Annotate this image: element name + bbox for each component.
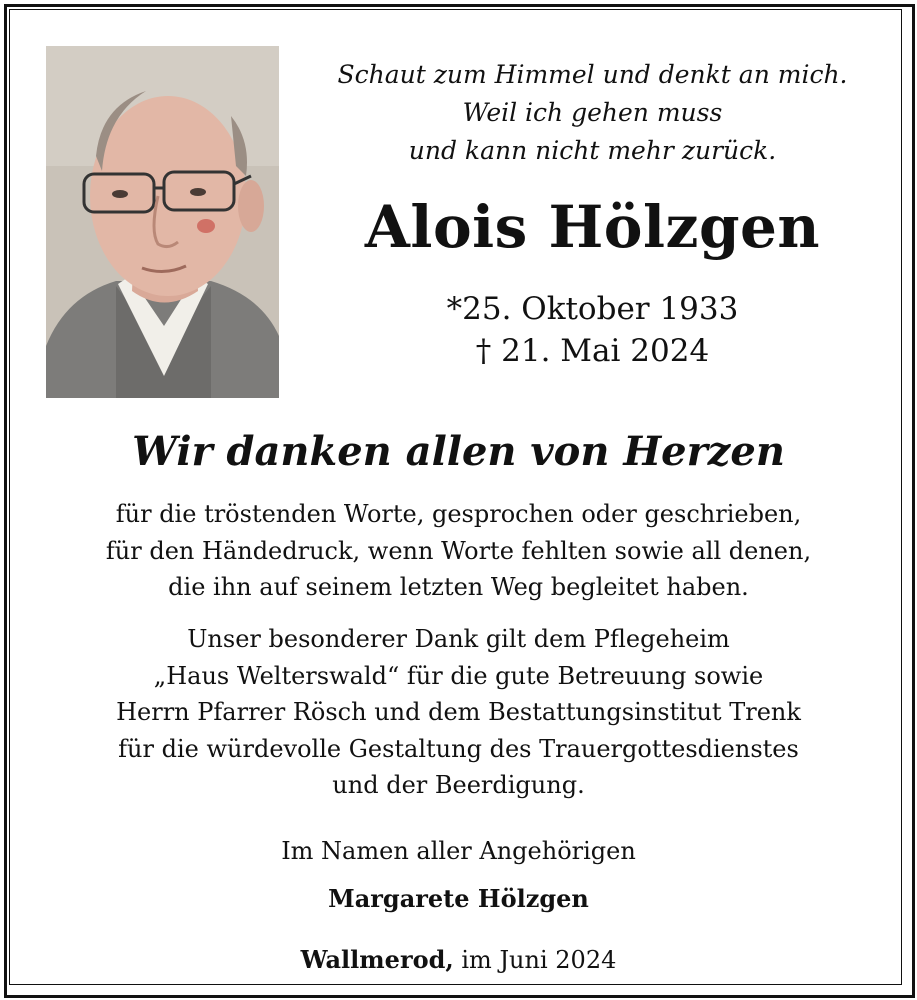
paragraph-line: die ihn auf seinem letzten Weg begleitet haben. xyxy=(168,573,749,601)
paragraph-line: „Haus Welterswald“ für die gute Betreuung sowie xyxy=(153,661,764,690)
place-name: Wallmerod, xyxy=(300,945,454,974)
place-and-date xyxy=(20,942,897,978)
poem-line: und kann nicht mehr zurück. xyxy=(408,136,777,165)
poem-verse xyxy=(300,56,885,170)
signoff-date: im Juni 2024 xyxy=(461,946,617,974)
paragraph-line: für den Händedruck, wenn Worte fehlten sowie all denen, xyxy=(105,536,812,565)
portrait-photo xyxy=(46,46,279,398)
paragraph-line: für die würdevolle Gestaltung des Trauergottesdienstes xyxy=(118,734,799,763)
death-date: † 21. Mai 2024 xyxy=(475,333,710,369)
thanks-paragraph-1 xyxy=(20,496,897,606)
paragraph-line: Herrn Pfarrer Rösch und dem Bestattungsinstitut Trenk xyxy=(116,698,801,726)
thanks-heading: Wir danken allen von Herzen xyxy=(132,428,785,475)
deceased-name: Alois Hölzgen xyxy=(364,193,821,261)
life-dates xyxy=(300,288,885,372)
signer-name: Margarete Hölzgen xyxy=(328,884,589,913)
thanks-paragraph-2 xyxy=(20,621,897,804)
poem-line: Weil ich gehen muss xyxy=(462,98,723,127)
birth-date: *25. Oktober 1933 xyxy=(446,291,739,327)
paragraph-line: Unser besonderer Dank gilt dem Pflegeheim xyxy=(187,625,730,653)
paragraph-line: und der Beerdigung. xyxy=(332,771,585,799)
poem-line: Schaut zum Himmel und denkt an mich. xyxy=(337,60,848,89)
signoff-text: Im Namen aller Angehörigen xyxy=(281,837,636,865)
paragraph-line: für die tröstenden Worte, gesprochen oder geschrieben, xyxy=(115,500,802,528)
